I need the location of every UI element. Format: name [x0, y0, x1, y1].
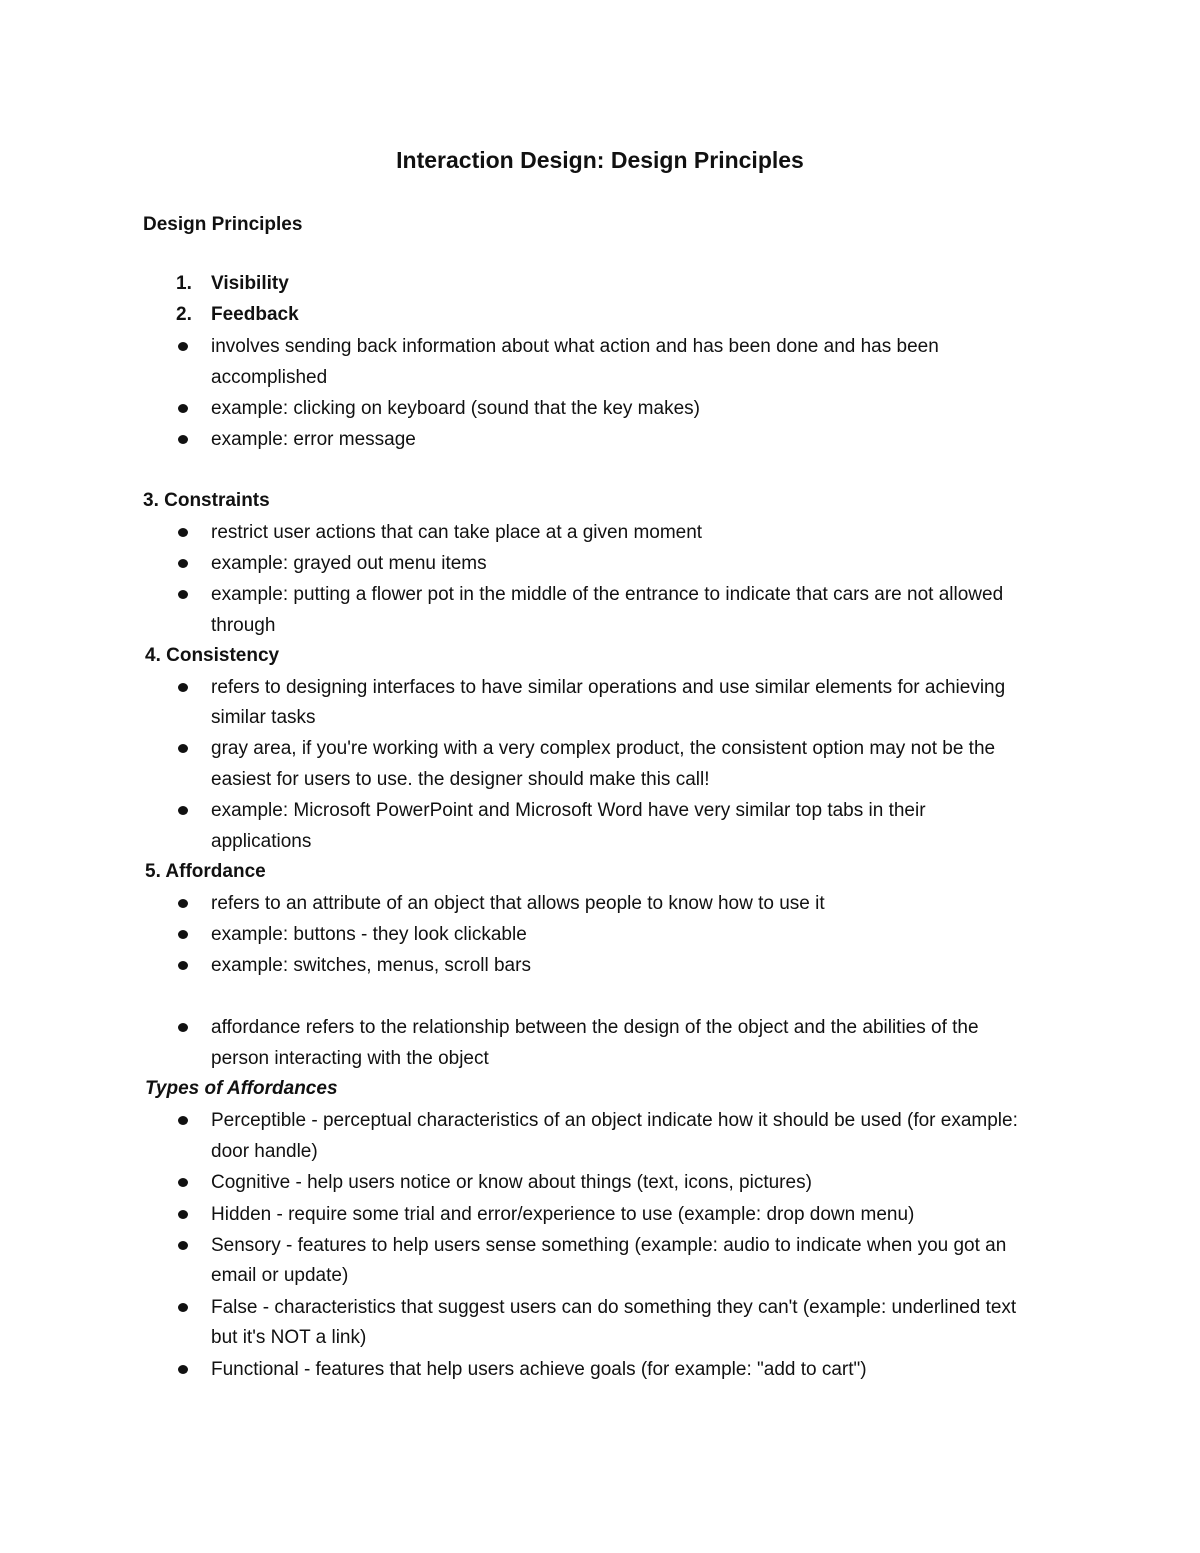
list-item: affordance refers to the relationship between the design of the object and the abilities of the	[211, 1017, 979, 1038]
list-item: example: switches, menus, scroll bars	[211, 955, 531, 976]
bullet-icon	[178, 435, 188, 444]
bullet-icon	[178, 559, 188, 568]
list-item-continuation: door handle)	[211, 1141, 318, 1162]
bullet-icon	[178, 1365, 188, 1374]
list-item-continuation: accomplished	[211, 367, 328, 388]
list-item: Cognitive - help users notice or know about things (text, icons, pictures)	[211, 1172, 812, 1193]
bullet-icon	[178, 899, 188, 908]
page-title: Interaction Design: Design Principles	[396, 147, 804, 173]
bullet-icon	[178, 1178, 188, 1187]
list-item: refers to designing interfaces to have similar operations and use similar elements for achieving	[211, 677, 1006, 698]
bullet-icon	[178, 404, 188, 413]
bullet-icon	[178, 1241, 188, 1250]
list-item: example: clicking on keyboard (sound that the key makes)	[211, 398, 700, 419]
principle-feedback: Feedback	[211, 304, 299, 325]
list-number: 1.	[176, 273, 192, 294]
list-item: refers to an attribute of an object that allows people to know how to use it	[211, 893, 825, 914]
list-number: 2.	[176, 304, 192, 325]
principle-consistency: 4. Consistency	[145, 645, 280, 666]
principle-constraints: 3. Constraints	[143, 490, 270, 511]
bullet-icon	[178, 1116, 188, 1125]
list-item: example: Microsoft PowerPoint and Microsoft Word have very similar top tabs in their	[211, 800, 926, 821]
list-item-continuation: applications	[211, 831, 312, 852]
list-item: restrict user actions that can take place at a given moment	[211, 522, 703, 543]
bullet-icon	[178, 590, 188, 599]
bullet-icon	[178, 744, 188, 753]
bullet-icon	[178, 342, 188, 351]
bullet-icon	[178, 1303, 188, 1312]
list-item-continuation: email or update)	[211, 1265, 349, 1286]
bullet-icon	[178, 806, 188, 815]
bullet-icon	[178, 930, 188, 939]
list-item: False - characteristics that suggest users can do something they can't (example: underlined text	[211, 1297, 1017, 1318]
list-item: Sensory - features to help users sense something (example: audio to indicate when you got an	[211, 1235, 1007, 1256]
list-item-continuation: similar tasks	[211, 707, 316, 728]
list-item: gray area, if you're working with a very complex product, the consistent option may not be the	[211, 738, 996, 759]
bullet-icon	[178, 961, 188, 970]
list-item: Hidden - require some trial and error/experience to use (example: drop down menu)	[211, 1204, 915, 1225]
list-item: Functional - features that help users achieve goals (for example: "add to cart")	[211, 1359, 867, 1380]
bullet-icon	[178, 1023, 188, 1032]
list-item: example: buttons - they look clickable	[211, 924, 527, 945]
list-item: example: grayed out menu items	[211, 553, 487, 574]
list-item-continuation: but it's NOT a link)	[211, 1327, 367, 1348]
principle-visibility: Visibility	[211, 273, 289, 294]
types-heading: Types of Affordances	[145, 1078, 338, 1099]
list-item: Perceptible - perceptual characteristics of an object indicate how it should be used (for example:	[211, 1110, 1018, 1131]
principle-affordance: 5. Affordance	[145, 861, 266, 882]
list-item: example: putting a flower pot in the middle of the entrance to indicate that cars are not allowed	[211, 584, 1004, 605]
bullet-icon	[178, 1210, 188, 1219]
list-item: involves sending back information about what action and has been done and has been	[211, 336, 939, 357]
list-item-continuation: through	[211, 615, 276, 636]
bullet-icon	[178, 683, 188, 692]
list-item: example: error message	[211, 429, 416, 450]
list-item-continuation: person interacting with the object	[211, 1048, 489, 1069]
bullet-icon	[178, 528, 188, 537]
list-item-continuation: easiest for users to use. the designer should make this call!	[211, 769, 710, 790]
section-heading: Design Principles	[143, 214, 303, 235]
